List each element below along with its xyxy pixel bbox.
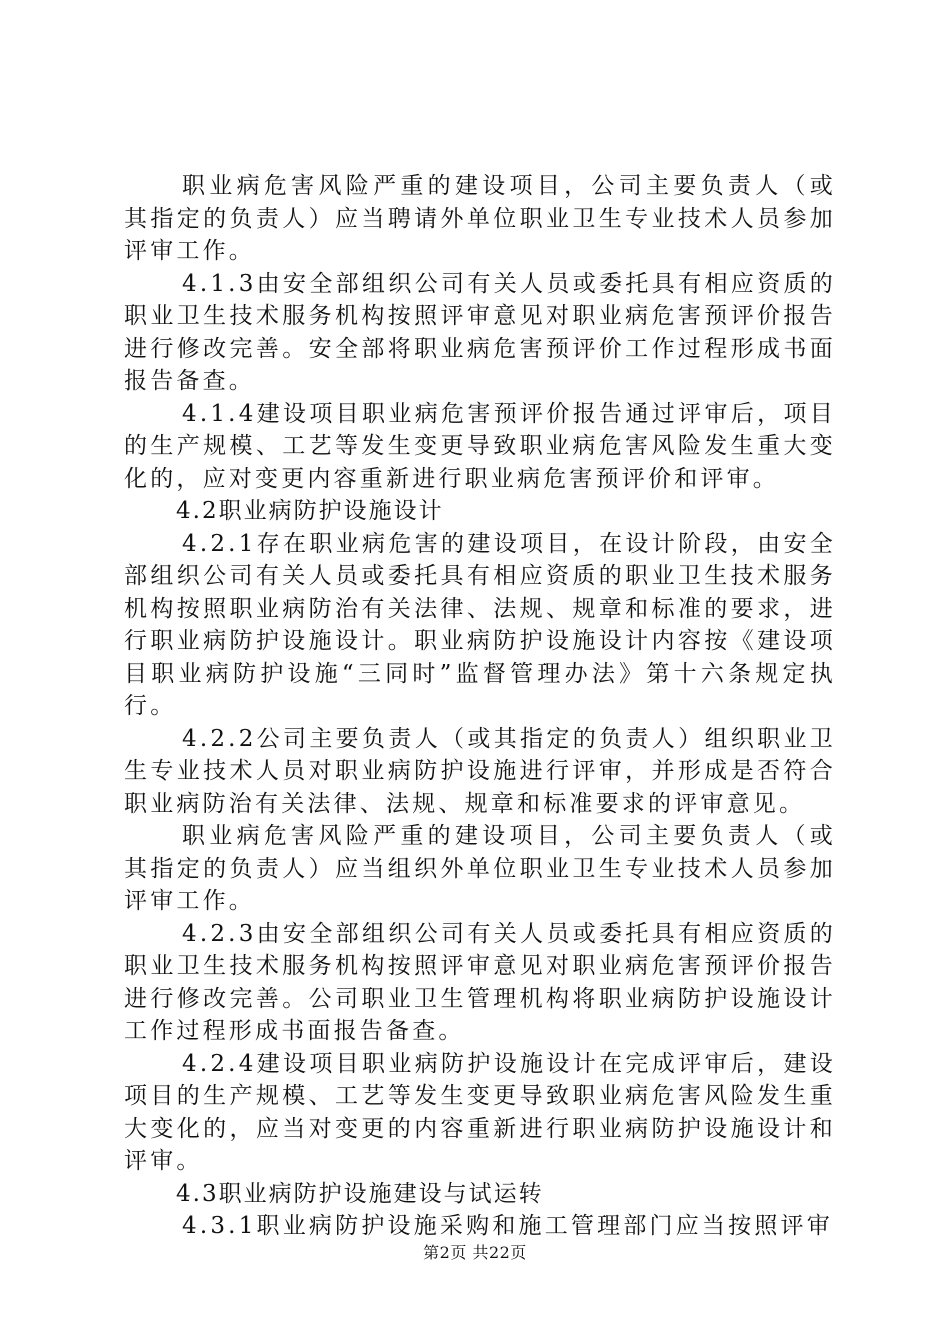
- section-heading: 4.2职业病防护设施设计: [176, 498, 444, 524]
- paragraph: 4.2.2公司主要负责人（或其指定的负责人）组织职业卫生专业技术人员对职业病防护设施进行评审，并形成是否符合职业病防治有关法律、法规、规章和标准要求的评审意见。: [124, 725, 836, 817]
- paragraph: 4.1.3由安全部组织公司有关人员或委托具有相应资质的职业卫生技术服务机构按照评审意见对职业病危害预评价报告进行修改完善。安全部将职业病危害预评价工作过程形成书面报告备查。: [124, 270, 836, 394]
- document-body: [124, 170, 836, 1243]
- paragraph: 4.2.4建设项目职业病防护设施设计在完成评审后，建设项目的生产规模、工艺等发生变更导致职业病危害风险发生重大变化的，应当对变更的内容重新进行职业病防护设施设计和评审。: [124, 1050, 836, 1174]
- paragraph: 4.2.1存在职业病危害的建设项目，在设计阶段，由安全部组织公司有关人员或委托具有相应资质的职业卫生技术服务机构按照职业病防治有关法律、法规、规章和标准的要求，进行职业病防护设施设计。职业病防护设施设计内容按《建设项目职业病防护设施“三同时”监督管理办法》第十六条规定执行。: [124, 530, 836, 719]
- section-heading: 4.3职业病防护设施建设与试运转: [176, 1180, 544, 1207]
- page-number-footer: 第2页 共22页: [423, 1243, 527, 1262]
- paragraph: 职业病危害风险严重的建设项目，公司主要负责人（或其指定的负责人）应当聘请外单位职业卫生专业技术人员参加评审工作。: [124, 173, 836, 264]
- paragraph: 职业病危害风险严重的建设项目，公司主要负责人（或其指定的负责人）应当组织外单位职业卫生专业技术人员参加评审工作。: [124, 823, 836, 914]
- paragraph: 4.1.4建设项目职业病危害预评价报告通过评审后，项目的生产规模、工艺等发生变更导致职业病危害风险发生重大变化的，应对变更内容重新进行职业病危害预评价和评审。: [124, 400, 836, 492]
- paragraph: 4.2.3由安全部组织公司有关人员或委托具有相应资质的职业卫生技术服务机构按照评审意见对职业病危害预评价报告进行修改完善。公司职业卫生管理机构将职业病防护设施设计工作过程形成书面报告备查。: [124, 920, 836, 1044]
- paragraph: 4.3.1职业病防护设施采购和施工管理部门应当按照评审: [182, 1213, 833, 1239]
